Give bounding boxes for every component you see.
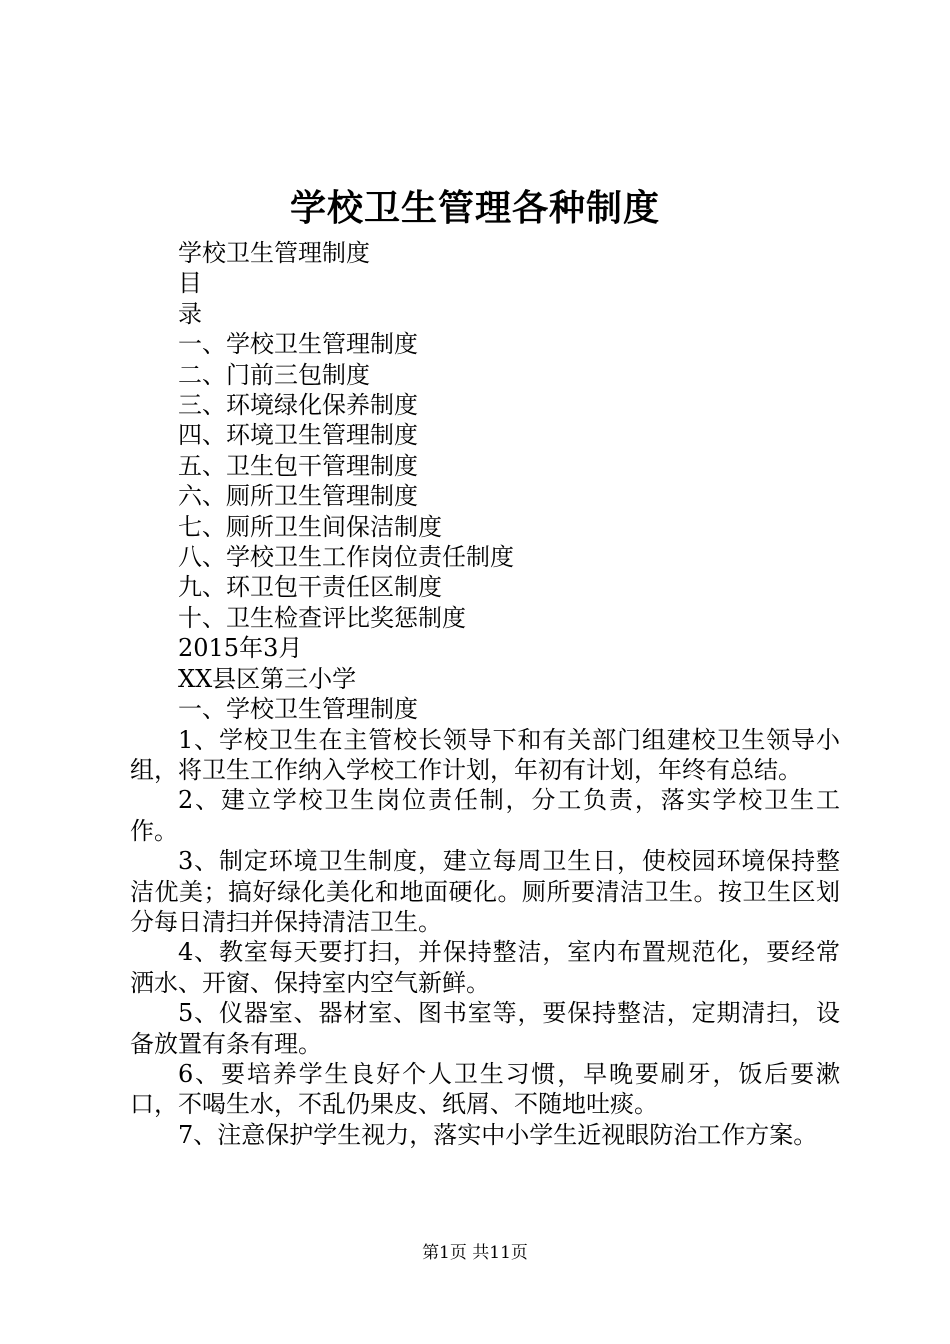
toc-item: 十、卫生检查评比奖惩制度 (178, 603, 466, 632)
toc-heading-part-1: 目 (178, 269, 202, 298)
paragraph: 5、仪器室、器材室、图书室等，要保持整洁，定期清扫，设备放置有条有理。 (130, 999, 840, 1058)
toc-item: 八、学校卫生工作岗位责任制度 (178, 543, 514, 572)
toc-item: 二、门前三包制度 (178, 360, 370, 389)
section-heading: 一、学校卫生管理制度 (178, 695, 418, 724)
document-organization: XX县区第三小学 (178, 664, 357, 693)
toc-item: 一、学校卫生管理制度 (178, 330, 418, 359)
paragraph: 7、注意保护学生视力，落实中小学生近视眼防治工作方案。 (178, 1120, 818, 1149)
toc-item: 五、卫生包干管理制度 (178, 451, 418, 480)
toc-item: 九、环卫包干责任区制度 (178, 573, 442, 602)
paragraph: 3、制定环境卫生制度，建立每周卫生日，使校园环境保持整洁优美；搞好绿化美化和地面硬化。厕所要清洁卫生。按卫生区划分每日清扫并保持清洁卫生。 (130, 847, 840, 936)
document-subtitle: 学校卫生管理制度 (178, 239, 370, 267)
document-title: 学校卫生管理各种制度 (289, 187, 660, 229)
paragraph: 2、建立学校卫生岗位责任制，分工负责，落实学校卫生工作。 (130, 786, 840, 845)
paragraph: 1、学校卫生在主管校长领导下和有关部门组建校卫生领导小组，将卫生工作纳入学校工作计划，年初有计划，年终有总结。 (130, 725, 840, 784)
toc-item: 三、环境绿化保养制度 (178, 391, 418, 420)
table-of-contents (130, 329, 840, 633)
toc-heading-part-2: 录 (178, 299, 202, 328)
document-date: 2015年3月 (178, 634, 303, 663)
document-body (130, 238, 840, 1150)
toc-item: 七、厕所卫生间保洁制度 (178, 512, 442, 541)
toc-item: 四、环境卫生管理制度 (178, 421, 418, 450)
page-number-footer: 第1页 共11页 (422, 1243, 528, 1263)
paragraph: 4、教室每天要打扫，并保持整洁，室内布置规范化，要经常洒水、开窗、保持室内空气新鲜。 (130, 938, 840, 997)
paragraph: 6、要培养学生良好个人卫生习惯，早晚要刷牙，饭后要漱口，不喝生水，不乱仍果皮、纸屑、不随地吐痰。 (130, 1059, 840, 1119)
toc-item: 六、厕所卫生管理制度 (178, 482, 418, 511)
